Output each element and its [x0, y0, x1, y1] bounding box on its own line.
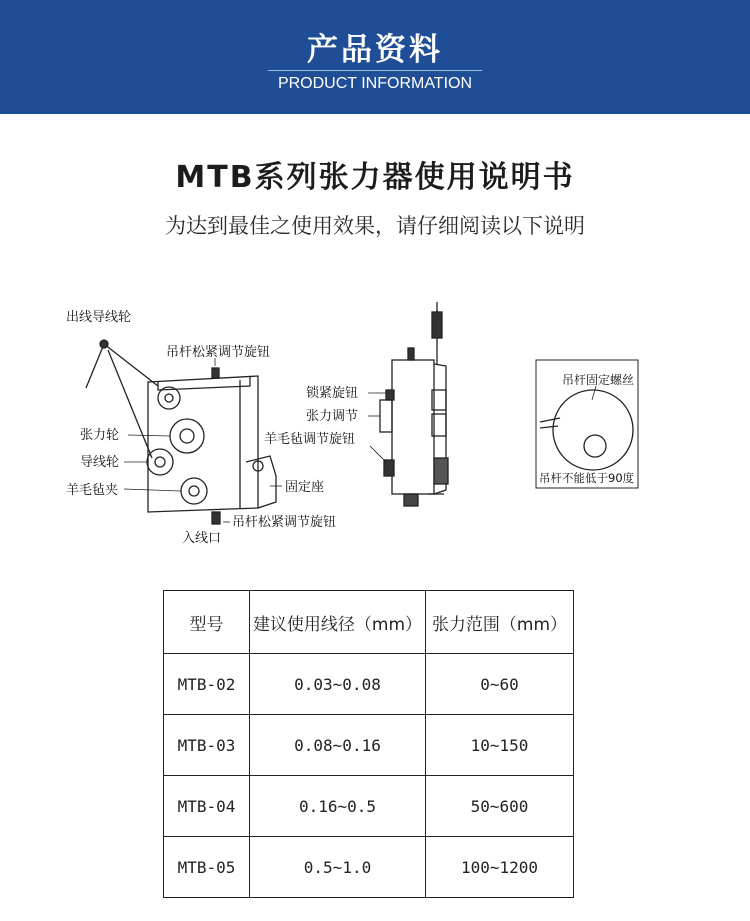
label-guide-wheel: 导线轮: [80, 455, 120, 470]
cell-wire-diameter: 0.16~0.5: [250, 776, 426, 837]
table-row: [164, 776, 574, 837]
cell-model: MTB-04: [164, 776, 250, 837]
bottom-knob: [212, 512, 220, 524]
table-header-row: [164, 591, 574, 654]
felt-clip-hub: [189, 486, 199, 496]
guide-wheel: [147, 449, 173, 475]
cell-model: MTB-03: [164, 715, 250, 776]
detail-knob: [584, 435, 606, 457]
label-inlet: 入线口: [182, 531, 222, 546]
side-bottom-knob: [404, 494, 418, 506]
tension-wheel-hub: [180, 429, 194, 443]
label-fixed-base: 固定座: [285, 480, 325, 495]
tension-wheel: [170, 419, 204, 453]
side-body: [392, 360, 434, 494]
side-top-knob: [408, 348, 414, 360]
cell-model: MTB-05: [164, 837, 250, 898]
table-row: [164, 837, 574, 898]
banner-divider-left: [268, 70, 482, 71]
header-wire-diameter: 建议使用线径（mm）: [250, 591, 426, 654]
label-outlet-guide-wheel: 出线导线轮: [66, 310, 132, 325]
cell-model: MTB-02: [164, 654, 250, 715]
cell-tension-range: 10~150: [426, 715, 574, 776]
table-row: [164, 654, 574, 715]
banner-subtitle: PRODUCT INFORMATION: [277, 75, 473, 92]
side-tension-adjust: [380, 400, 392, 432]
side-base-block: [434, 458, 448, 484]
document-title: MTB系列张力器使用说明书: [175, 160, 575, 195]
table-row: [164, 715, 574, 776]
leader-felt-knob: [370, 446, 386, 462]
cell-tension-range: 100~1200: [426, 837, 574, 898]
side-felt-knob: [384, 460, 394, 476]
leader-felt: [124, 489, 181, 491]
header-banner: [0, 0, 750, 114]
label-tension-wheel: 张力轮: [80, 428, 120, 443]
side-lock-knob: [386, 390, 394, 400]
label-tension-adjust: 张力调节: [306, 409, 359, 424]
leader-tension: [128, 435, 170, 436]
wire-tail: [86, 344, 104, 388]
cell-wire-diameter: 0.5~1.0: [250, 837, 426, 898]
top-pulley: [158, 387, 180, 409]
document-subtitle: 为达到最佳之使用效果，请仔细阅读以下说明: [165, 214, 585, 238]
wire-top: [104, 344, 158, 386]
label-boom-knob-bottom: 吊杆松紧调节旋钮: [232, 515, 337, 530]
cell-wire-diameter: 0.08~0.16: [250, 715, 426, 776]
felt-clip-wheel: [181, 478, 207, 504]
banner-title: 产品资料: [307, 32, 443, 68]
side-view: [368, 302, 448, 506]
header-model: 型号: [164, 591, 250, 654]
leader-boom-screw: [592, 386, 596, 400]
label-boom-angle: 吊杆不能低于90度: [539, 471, 635, 485]
spec-table: [163, 590, 574, 898]
label-felt-clip: 羊毛毡夹: [66, 483, 119, 498]
fixed-base: [246, 456, 276, 508]
front-body: [148, 376, 258, 512]
guide-wheel-hub: [155, 457, 165, 467]
detail-dial: [553, 390, 633, 470]
tensioner-diagram: [0, 290, 750, 550]
label-boom-screw: 吊杆固定螺丝: [562, 373, 635, 387]
detail-rod-1: [540, 418, 560, 422]
label-boom-knob-top: 吊杆松紧调节旋钮: [166, 345, 271, 360]
top-knob: [212, 368, 219, 378]
side-rod-cap: [432, 312, 442, 338]
label-lock-knob: 锁紧旋钮: [306, 386, 359, 401]
cell-tension-range: 0~60: [426, 654, 574, 715]
outlet-guide-wheel-dot: [100, 340, 108, 348]
label-felt-knob: 羊毛毡调节旋钮: [264, 432, 356, 447]
detail-rod-2: [540, 426, 558, 428]
cell-wire-diameter: 0.03~0.08: [250, 654, 426, 715]
top-pulley-hub: [165, 394, 173, 402]
cell-tension-range: 50~600: [426, 776, 574, 837]
tensioner-diagram-svg: [0, 290, 750, 550]
header-tension-range: 张力范围（mm）: [426, 591, 574, 654]
